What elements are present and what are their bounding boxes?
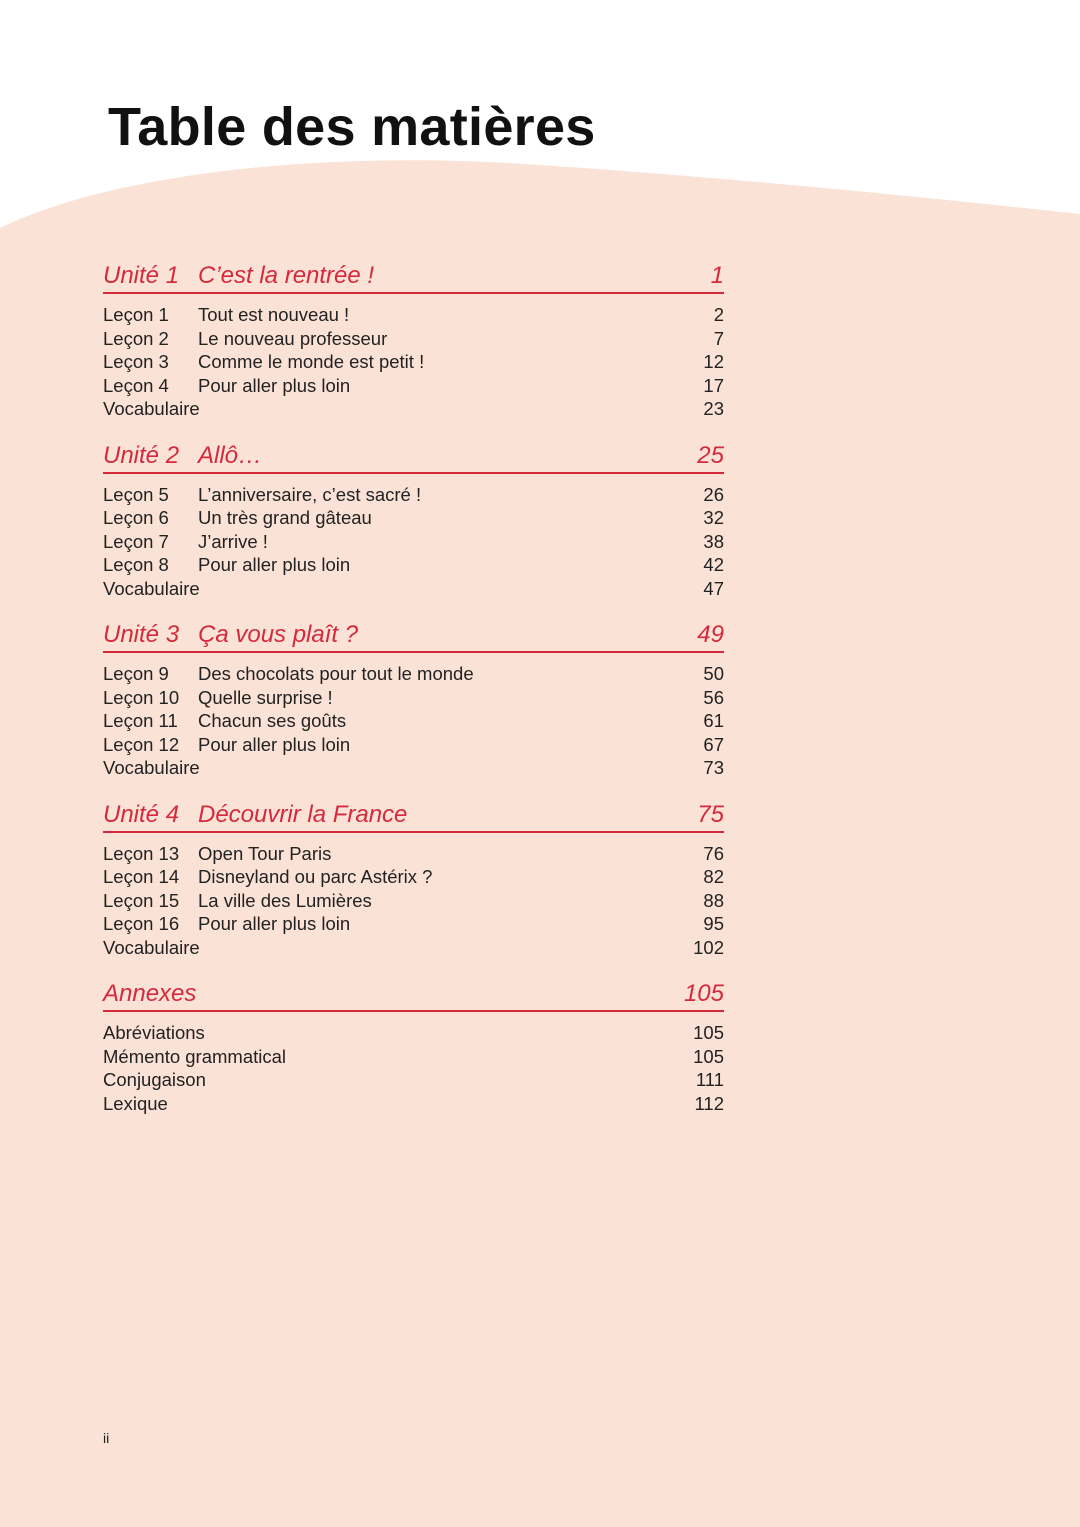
lesson-label: Leçon 1 (103, 304, 169, 325)
unit-title: Ça vous plaît ? (198, 621, 359, 648)
lesson-page-number: 32 (703, 507, 724, 528)
lesson-list (103, 833, 724, 960)
lesson-entry[interactable] (103, 350, 724, 374)
lesson-page-number: 12 (703, 351, 724, 372)
unit-section-3 (103, 617, 724, 780)
lesson-title: Pour aller plus loin (198, 733, 351, 755)
unit-label: Unité 4 (103, 800, 180, 828)
lesson-page-number: 38 (703, 530, 724, 552)
annex-label: Abréviations (103, 1022, 205, 1043)
lesson-entry[interactable] (103, 327, 724, 351)
lesson-label: Leçon 16 (103, 913, 180, 934)
vocabulary-label: Vocabulaire (103, 936, 200, 958)
vocabulary-entry[interactable] (103, 397, 724, 421)
lesson-list (103, 474, 724, 601)
unit-label: Unité 2 (103, 441, 180, 469)
lesson-label: Leçon 13 (103, 842, 180, 864)
lesson-label: Leçon 12 (103, 733, 180, 755)
lesson-label: Leçon 7 (103, 530, 169, 552)
unit-section-4 (103, 797, 724, 960)
lesson-title: Un très grand gâteau (198, 507, 372, 528)
annex-page-number: 105 (693, 1045, 724, 1067)
lesson-entry[interactable] (103, 553, 724, 577)
annexes-header[interactable] (103, 976, 724, 1012)
annex-entry[interactable] (103, 1045, 724, 1069)
vocabulary-entry[interactable] (103, 756, 724, 780)
lesson-entry[interactable] (103, 889, 724, 913)
vocabulary-page-number: 102 (693, 936, 724, 958)
lesson-label: Leçon 5 (103, 483, 169, 505)
lesson-page-number: 82 (703, 866, 724, 887)
annexes-list (103, 1012, 724, 1115)
unit-page-number: 1 (710, 262, 724, 289)
lesson-title: La ville des Lumières (198, 889, 372, 911)
lesson-entry[interactable] (103, 374, 724, 398)
annex-entry[interactable] (103, 1021, 724, 1045)
unit-page-number: 75 (697, 800, 724, 828)
lesson-page-number: 95 (703, 913, 724, 934)
lesson-entry[interactable] (103, 686, 724, 710)
lesson-page-number: 26 (703, 483, 724, 505)
lesson-title: Pour aller plus loin (198, 913, 351, 934)
lesson-label: Leçon 6 (103, 507, 169, 528)
lesson-page-number: 7 (713, 327, 724, 349)
vocabulary-page-number: 73 (703, 757, 724, 778)
lesson-title: Tout est nouveau ! (198, 304, 350, 325)
lesson-title: Pour aller plus loin (198, 374, 351, 396)
annex-entry[interactable] (103, 1092, 724, 1116)
lesson-page-number: 2 (713, 304, 724, 325)
lesson-entry[interactable] (103, 530, 724, 554)
annex-page-number: 105 (693, 1022, 724, 1043)
lesson-title: Chacun ses goûts (198, 710, 347, 731)
lesson-page-number: 76 (703, 842, 724, 864)
unit-title: C’est la rentrée ! (198, 262, 375, 289)
lesson-label: Leçon 15 (103, 889, 180, 911)
lesson-entry[interactable] (103, 483, 724, 507)
lesson-title: Pour aller plus loin (198, 554, 351, 575)
lesson-page-number: 50 (703, 663, 724, 684)
unit-page-number: 49 (697, 621, 724, 648)
vocabulary-label: Vocabulaire (103, 757, 200, 778)
lesson-title: L’anniversaire, c’est sacré ! (198, 483, 422, 505)
lesson-label: Leçon 3 (103, 351, 169, 372)
vocabulary-label: Vocabulaire (103, 577, 200, 599)
lesson-page-number: 61 (703, 710, 724, 731)
unit-title: Allô… (198, 441, 263, 469)
lesson-title: J’arrive ! (198, 530, 268, 552)
unit-header-3[interactable] (103, 617, 724, 653)
lesson-entry[interactable] (103, 303, 724, 327)
vocabulary-entry[interactable] (103, 936, 724, 960)
unit-title: Découvrir la France (198, 800, 408, 828)
lesson-label: Leçon 4 (103, 374, 169, 396)
unit-page-number: 25 (697, 441, 724, 469)
lesson-entry[interactable] (103, 842, 724, 866)
vocabulary-page-number: 47 (703, 577, 724, 599)
lesson-entry[interactable] (103, 662, 724, 686)
lesson-page-number: 17 (703, 374, 724, 396)
lesson-title: Des chocolats pour tout le monde (198, 663, 474, 684)
lesson-entry[interactable] (103, 506, 724, 530)
unit-header-1[interactable] (103, 258, 724, 294)
lesson-title: Quelle surprise ! (198, 686, 333, 708)
lesson-label: Leçon 14 (103, 866, 180, 887)
lesson-list (103, 653, 724, 780)
unit-label: Unité 3 (103, 621, 180, 648)
page-folio: ii (103, 1430, 110, 1446)
lesson-entry[interactable] (103, 865, 724, 889)
annexes-title: Annexes (103, 980, 197, 1007)
lesson-label: Leçon 10 (103, 686, 180, 708)
lesson-label: Leçon 11 (103, 710, 178, 731)
lesson-page-number: 42 (703, 554, 724, 575)
annex-label: Lexique (103, 1092, 168, 1114)
vocabulary-label: Vocabulaire (103, 398, 200, 419)
page-title: Table des matières (108, 97, 596, 157)
annex-label: Conjugaison (103, 1069, 206, 1090)
vocabulary-page-number: 23 (703, 398, 724, 419)
lesson-page-number: 67 (703, 733, 724, 755)
lesson-page-number: 88 (703, 889, 724, 911)
lesson-label: Leçon 9 (103, 663, 169, 684)
lesson-entry[interactable] (103, 733, 724, 757)
unit-section-2 (103, 438, 724, 601)
vocabulary-entry[interactable] (103, 577, 724, 601)
lesson-title: Comme le monde est petit ! (198, 351, 425, 372)
unit-section-1 (103, 258, 724, 421)
lesson-entry[interactable] (103, 709, 724, 733)
unit-header-2[interactable] (103, 438, 724, 474)
lesson-page-number: 56 (703, 686, 724, 708)
lesson-title: Le nouveau professeur (198, 327, 388, 349)
annex-page-number: 111 (695, 1069, 724, 1090)
unit-header-4[interactable] (103, 797, 724, 833)
lesson-title: Open Tour Paris (198, 842, 332, 864)
annexes-page-number: 105 (683, 980, 724, 1007)
annex-label: Mémento grammatical (103, 1045, 287, 1067)
annex-entry[interactable] (103, 1068, 724, 1092)
lesson-title: Disneyland ou parc Astérix ? (198, 866, 433, 887)
table-of-contents (103, 258, 724, 1132)
lesson-entry[interactable] (103, 912, 724, 936)
annexes-section (103, 976, 724, 1115)
unit-label: Unité 1 (103, 262, 180, 289)
lesson-label: Leçon 8 (103, 554, 169, 575)
annex-page-number: 112 (694, 1092, 724, 1114)
lesson-label: Leçon 2 (103, 327, 169, 349)
lesson-list (103, 294, 724, 421)
